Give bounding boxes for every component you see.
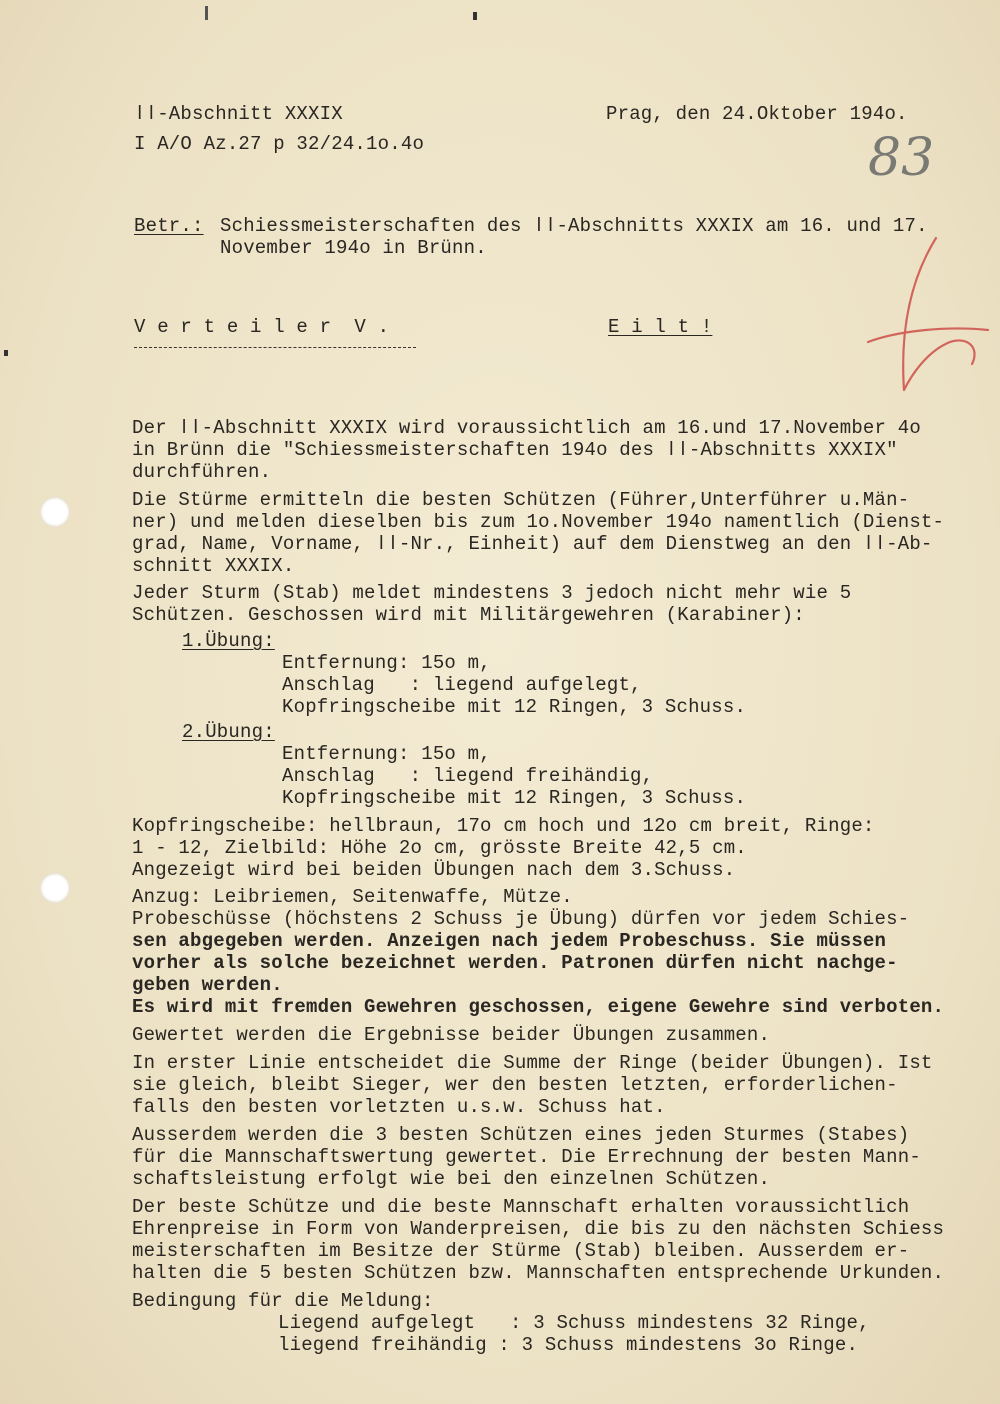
paragraph-test-shots-bold-3: geben werden. — [132, 974, 283, 996]
paragraph-entries-2: Schützen. Geschossen wird mit Militärgewehren (Karabiner): — [132, 604, 805, 626]
urgent-note: E i l t ! — [608, 316, 713, 338]
exercise-1-position: Anschlag : liegend aufgelegt, — [282, 674, 642, 696]
subject-line-1: Schiessmeisterschaften des ǀǀ-Abschnitts XXXIX am 16. und 17. — [220, 215, 928, 237]
paragraph-rifles-rule: Es wird mit fremden Gewehren geschossen, eigene Gewehre sind verboten. — [132, 996, 945, 1018]
paragraph-target-spec-2: 1 - 12, Zielbild: Höhe 2o cm, grösste Breite 42,5 cm. — [132, 837, 747, 859]
conditions-title: Bedingung für die Meldung: — [132, 1290, 434, 1312]
condition-freehand: liegend freihändig : 3 Schuss mindestens 3o Ringe. — [278, 1334, 859, 1356]
paragraph-prizes-4: halten die 5 besten Schützen bzw. Mannschaften entsprechende Urkunden. — [132, 1262, 945, 1284]
paragraph-test-shots-bold-1: sen abgegeben werden. Anzeigen nach jedem Probeschuss. Sie müssen — [132, 930, 887, 952]
paragraph-prizes-3: meisterschaften im Besitze der Stürme (Stab) bleiben. Ausserdem er- — [132, 1240, 910, 1262]
paragraph-test-shots: Probeschüsse (höchstens 2 Schuss je Übung) dürfen vor jedem Schies- — [132, 908, 910, 930]
exercise-2-position: Anschlag : liegend freihändig, — [282, 765, 654, 787]
paragraph-prizes-1: Der beste Schütze und die beste Mannschaft erhalten voraussichtlich — [132, 1196, 910, 1218]
paragraph-selection-3: grad, Name, Vorname, ǀǀ-Nr., Einheit) auf dem Dienstweg an den ǀǀ-Ab- — [132, 533, 933, 555]
paragraph-scoring: Gewertet werden die Ergebnisse beider Übungen zusammen. — [132, 1024, 771, 1046]
file-reference: I A/O Az.27 p 32/24.1o.4o — [134, 133, 425, 155]
paragraph-announcement-2: in Brünn die "Schiessmeisterschaften 194o des ǀǀ-Abschnitts XXXIX" — [132, 439, 898, 461]
exercise-1-distance: Entfernung: 15o m, — [282, 652, 491, 674]
paragraph-tiebreak-1: In erster Linie entscheidet die Summe der Ringe (beider Übungen). Ist — [132, 1052, 933, 1074]
distribution-underline — [134, 347, 416, 348]
paragraph-target-spec-1: Kopfringscheibe: hellbraun, 17o cm hoch und 12o cm breit, Ringe: — [132, 815, 875, 837]
paragraph-entries-1: Jeder Sturm (Stab) meldet mindestens 3 jedoch nicht mehr wie 5 — [132, 582, 852, 604]
issuing-office: ǀǀ-Abschnitt XXXIX — [134, 103, 343, 125]
place-and-date: Prag, den 24.Oktober 194o. — [606, 103, 908, 125]
archive-number-pencil: 83 — [868, 128, 935, 188]
paragraph-team-3: schaftsleistung erfolgt wie bei den einzelnen Schützen. — [132, 1168, 771, 1190]
exercise-2-distance: Entfernung: 15o m, — [282, 743, 491, 765]
paragraph-target-spec-3: Angezeigt wird bei beiden Übungen nach dem 3.Schuss. — [132, 859, 736, 881]
paragraph-prizes-2: Ehrenpreise in Form von Wanderpreisen, die bis zu den nächsten Schiess — [132, 1218, 945, 1240]
paragraph-selection-4: schnitt XXXIX. — [132, 555, 295, 577]
dot-mark — [205, 6, 208, 20]
paragraph-selection-2: ner) und melden dieselben bis zum 1o.November 194o namentlich (Dienst- — [132, 511, 945, 533]
paragraph-team-1: Ausserdem werden die 3 besten Schützen eines jeden Sturmes (Stabes) — [132, 1124, 910, 1146]
red-pen-scribble — [840, 230, 990, 400]
punch-hole-top — [40, 497, 70, 527]
subject-label: Betr.: — [134, 215, 204, 237]
paragraph-tiebreak-2: sie gleich, bleibt Sieger, wer den besten letzten, erforderlichen- — [132, 1074, 898, 1096]
paragraph-tiebreak-3: falls den besten vorletzten u.s.w. Schuss hat. — [132, 1096, 666, 1118]
dot-mark — [473, 12, 477, 20]
condition-rested: Liegend aufgelegt : 3 Schuss mindestens 32 Ringe, — [278, 1312, 870, 1334]
exercise-1-target: Kopfringscheibe mit 12 Ringen, 3 Schuss. — [282, 696, 747, 718]
distribution-list: V e r t e i l e r V . — [134, 316, 390, 338]
paragraph-team-2: für die Mannschaftswertung gewertet. Die Errechnung der besten Mann- — [132, 1146, 921, 1168]
exercise-1-title: 1.Übung: — [182, 630, 275, 652]
paragraph-uniform: Anzug: Leibriemen, Seitenwaffe, Mütze. — [132, 886, 573, 908]
paragraph-selection-1: Die Stürme ermitteln die besten Schützen (Führer,Unterführer u.Män- — [132, 489, 910, 511]
subject-line-2: November 194o in Brünn. — [220, 237, 487, 259]
paragraph-test-shots-bold-2: vorher als solche bezeichnet werden. Patronen dürfen nicht nachge- — [132, 952, 898, 974]
dot-mark — [4, 350, 8, 356]
paragraph-announcement-1: Der ǀǀ-Abschnitt XXXIX wird voraussichtlich am 16.und 17.November 4o — [132, 417, 921, 439]
paragraph-announcement-3: durchführen. — [132, 461, 272, 483]
punch-hole-bottom — [40, 873, 70, 903]
exercise-2-target: Kopfringscheibe mit 12 Ringen, 3 Schuss. — [282, 787, 747, 809]
exercise-2-title: 2.Übung: — [182, 721, 275, 743]
